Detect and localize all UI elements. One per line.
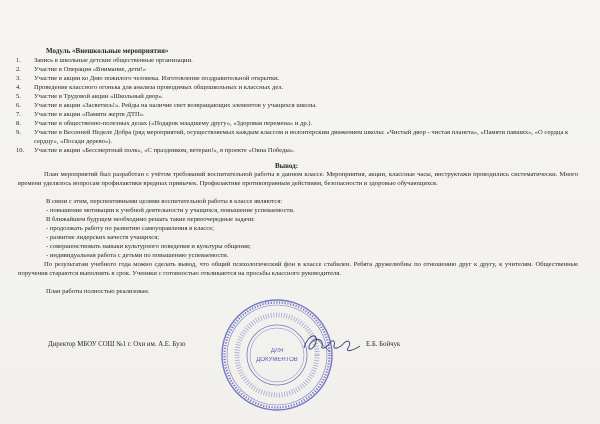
list-item: 3. Участие в акции ко Дню пожилого человека. Изготовление поздравительной открытки.: [16, 75, 280, 82]
signer-name: Е.Б. Бойчук: [366, 341, 401, 348]
stamp-text-bottom: ДОКУМЕНТОВ: [256, 357, 298, 363]
conclusion-title: Вывод:: [275, 162, 299, 170]
list-item: 4. Проведение классного огонька для анализа проводимых общешкольных и классных дел.: [16, 84, 284, 91]
task-item: - совершенствовать навыки культурного поведения и культуры общения;: [46, 243, 251, 250]
list-item: 8. Участие в общественно-полезных делах («Подарок младшему другу», «Здоровая перемена» и др.).: [16, 120, 313, 127]
list-item: 9. Участие в Весенней Неделе Добра (ряд мероприятий, осуществляемых каждым классом и волонтерским движением школы: «Чистый двор - чистая планета», «Памяти павших», «О сердца к сердцу», «Посади дерево»).: [16, 129, 569, 145]
list-item: 5. Участие в Трудовой акции «Школьный двор».: [16, 93, 164, 100]
list-item: 7. Участие в акции «Памяти жертв ДТП».: [16, 111, 145, 118]
goal-item: - повышение мотивации к учебной деятельности у учащихся, повышение успеваемости.: [46, 207, 295, 214]
module-title: Модуль «Внешкольные мероприятия»: [46, 47, 169, 55]
list-item: 6. Участие в акции «Засветись!». Рейды на наличие свет возвращающих элементов у учащихся школы.: [16, 102, 317, 109]
activities-list: [16, 56, 586, 155]
stamp-text-top: ДЛЯ: [270, 348, 284, 354]
tasks-intro: В ближайшем будущем необходимо решать такие первоочередные задачи:: [46, 216, 255, 223]
task-item: - развитие лидерских качеств учащихся;: [46, 234, 160, 241]
director-title: Директор МБОУ СОШ №1 г. Охи им. А.Е. Бузо: [48, 341, 186, 348]
goals-intro: В связи с этим, перспективными целями воспитательной работы в классе являются:: [46, 198, 283, 205]
list-item: 2. Участие в Операция «Внимание, дети!»: [16, 66, 147, 73]
final-statement: План работы полностью реализован.: [46, 288, 150, 295]
results-paragraph: По результатам учебного года можно сделать вывод, что общий психологический фон в классе стабилен. Ребята дружелюбны по отношению друг к другу, к учителям. Общественные поручения стараются выполнять в срок. Ученики с готовностью откликаются на просьбы классного руководителя.: [18, 261, 578, 277]
list-item: 10. Участие в акции «Бессмертный полк», «С праздником, ветеран!», в проекте «Окна Победы».: [16, 147, 295, 154]
task-item: - продолжать работу по развитию самоуправления в классе;: [46, 225, 214, 232]
conclusion-paragraph: План мероприятий был разработан с учётом требований воспитательной работы в данном классе. Мероприятия, акции, классные часы, инструктажи проводились систематически. Много времени уделялось вопросам профилактики вредных привычек. Профилактике противоправным действиям, безопасности и здоровью обучающихся.: [18, 171, 578, 187]
task-item: - индивидуальная работа с детьми по повышению успеваемости.: [46, 252, 229, 259]
list-item: 1. Запись в школьные детские общественные организации.: [16, 57, 193, 64]
signature-icon: [296, 328, 366, 358]
